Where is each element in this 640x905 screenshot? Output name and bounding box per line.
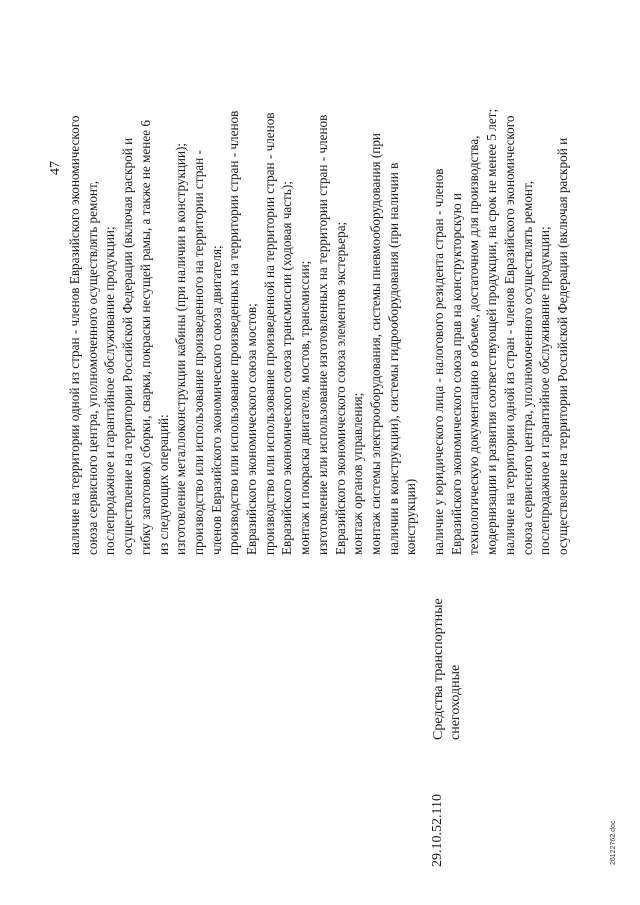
document-id: 26122762.doc: [610, 820, 617, 865]
requirement-line: из следующих операций:: [155, 414, 171, 555]
requirement-line: изготовление или использование изготовленных на территории стран - членов: [314, 114, 330, 555]
requirement-line: изготовление металлоконструкции кабины (при наличии в конструкции);: [173, 142, 189, 555]
requirement-line: технологическую документацию в объеме, достаточном для производства,: [466, 135, 482, 555]
requirement-line: членов Евразийского экономического союза двигателя;: [208, 245, 224, 555]
product-code: 29.10.52.110: [430, 794, 445, 867]
requirement-line: послепродажное и гарантийное обслуживание продукции;: [537, 226, 553, 555]
requirement-line: производство или использование произведенных на территории стран - членов: [226, 110, 242, 555]
requirement-line: производство или использование произведенной на территории стран - членов: [261, 112, 277, 555]
rotated-page: [30, 15, 630, 885]
requirement-line: наличие на территории одной из стран - членов Евразийского экономического: [501, 115, 517, 555]
requirement-line: Евразийского экономического союза трансмиссии (ходовая часть);: [279, 181, 295, 555]
requirement-line: конструкции): [403, 478, 419, 555]
continued-requirements: [66, 35, 420, 555]
requirement-line: производство или использование произведенного на территории стран -: [190, 150, 206, 555]
product-name: Средства транспортные снегоходные: [431, 598, 463, 740]
requirement-line: монтаж органов управления;: [350, 392, 366, 555]
requirement-line: союза сервисного центра, уполномоченного осуществлять ремонт,: [84, 180, 100, 555]
requirement-line: Евразийского экономического союза прав на конструкторскую и: [448, 193, 464, 555]
requirement-line: наличие на территории одной из стран - членов Евразийского экономического: [67, 115, 82, 555]
requirement-line: наличие у юридического лица - налогового резидента стран - членов: [431, 168, 446, 555]
requirement-line: союза сервисного центра, уполномоченного осуществлять ремонт,: [519, 180, 535, 555]
requirement-line: модернизации и развития соответствующей продукции, на срок не менее 5 лет;: [484, 108, 500, 555]
requirement-line: Евразийского экономического союза мостов;: [244, 303, 260, 555]
requirement-line: послепродажное и гарантийное обслуживание продукции;: [102, 226, 118, 555]
requirement-line: гибку заготовок) сборки, сварки, покраски несущей рамы, а также не менее 6: [137, 120, 153, 555]
requirement-line: осуществление на территории Российской Федерации (включая раскрой и: [554, 137, 570, 555]
page-number: 47: [48, 161, 63, 175]
requirement-line: Евразийского экономического союза элементов экстерьера;: [332, 221, 348, 555]
product-requirements: [430, 35, 572, 555]
requirement-line: наличии в конструкции), системы гидрооборудования (при наличии в: [385, 162, 401, 555]
requirement-line: монтаж и покраска двигателя, мостов, трансмиссии;: [297, 260, 313, 555]
requirement-line: монтаж системы электрооборудования, системы пневмооборудования (при: [367, 133, 383, 555]
requirement-line: осуществление на территории Российской Федерации (включая раскрой и: [120, 137, 136, 555]
